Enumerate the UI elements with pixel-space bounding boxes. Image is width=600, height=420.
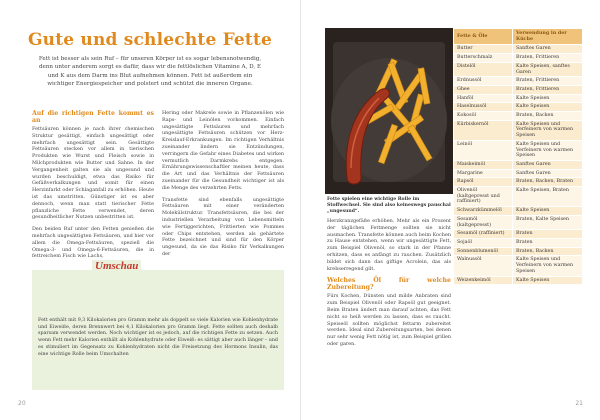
table-row [454,238,583,247]
fat-cell: Sesamöl (raffiniert) [454,230,513,239]
use-cell: Kalte Speisen [513,276,583,285]
body-paragraph: Den beiden Ruf unter den Fetten genießen die mehrfach ungesättigten Fettsäuren, und hier vor allem die Omega-Fettsäuren, speziell die Omega-3- und Omega-6-Fettsäuren, die in fettreichem Fisch wie Lachs, [32,226,154,260]
use-cell: Sanftes Garen [513,169,583,178]
section-heading: Auf die richtigen Fette kommt es an [32,110,154,124]
table-row [454,247,583,256]
fat-cell: Distelöl [454,62,513,76]
info-box [32,260,284,390]
fat-cell: Maiskeimöl [454,160,513,169]
page-number: 21 [575,400,583,407]
table-row [454,54,583,63]
fat-cell: Leinöl [454,140,513,160]
use-cell: Kalte Speisen [513,103,583,112]
fat-cell: Olivenöl (kaltgepresst und raffiniert) [454,187,513,207]
section-heading: Welches Öl für welche Zubereitung? [327,277,451,292]
food-illustration [325,28,453,194]
oil-usage-table [453,28,583,285]
fat-cell: Sojaöl [454,238,513,247]
table-row [454,276,583,285]
table-row [454,120,583,140]
table-row [454,45,583,54]
body-paragraph: Fürs Kochen, Dünsten und milde Anbraten sind zum Beispiel Olivenöl oder Rapsöl gut geeignet. Beim Braten ändert man darauf achten, das Fett nicht so heiß werden zu lassen, dass es raucht. Speiseöl sollten möglichst fettarm zubereitet werden. Ideal sind Zubereitungsarten, bei denen nur sehr wenig Fett nötig ist, zum Beispiel grillen oder garen. [327,293,451,347]
use-cell: Braten, Backen, Braten [513,178,583,187]
table-row [454,215,583,229]
use-cell: Kalte Speisen und Verfeinern von warmen Speisen [513,120,583,140]
fat-cell: Weizenkeimöl [454,276,513,285]
fat-cell: Haselnussöl [454,103,513,112]
use-cell: Sanftes Garen [513,45,583,54]
table-header-row [454,29,583,45]
body-paragraph: Hering oder Makrele sowie in Pflanzenölen wie Raps- und Leinölen vorkommen. Einfach ungesättigte Fettsäuren und mehrfach ungesättigte Fettsäuren schützen vor Herz-Kreislauf-Erkrankungen. Im richtigen Verhältnis zueinander lindern sie Entzündungen, verringern die Gefahr eines Diabetes und wirken vermutlich Darmkrebs entgegen. Ernährungswissenschaftler meinen heute, dass die Art und das Verhältnis der Fettsäuren zueinander für die Gesundheit wichtiger ist als die Menge des verzehrten Fetts. [162,110,284,191]
use-cell: Kalte Speisen [513,94,583,103]
use-cell: Kalte Speisen [513,207,583,216]
use-cell: Kalte Speisen, Braten [513,187,583,207]
fat-cell: Rapsöl [454,178,513,187]
use-cell: Braten, Kalte Speisen [513,215,583,229]
page-title: Gute und schlechte Fette [27,30,273,50]
use-cell: Kalte Speisen und Verfeinern von warmen Speisen [513,140,583,160]
right-page [300,0,600,420]
table-row [454,94,583,103]
table-row [454,230,583,239]
use-cell: Braten, Backen [513,112,583,121]
table-row [454,187,583,207]
use-cell: Kalte Speisen und Verfeinern von warmen Speisen [513,256,583,276]
fat-cell: Ghee [454,85,513,94]
intro-paragraph: Fett ist besser als sein Ruf – für unseren Körper ist es sogar lebensnotwendig, denn unter anderem sorgt es dafür, dass wir die fettlöslichen Vitamine A, D, E und K aus dem Darm ins Blut aufnehmen können. Fett ist außerdem ein wichtiger Energiespeicher und polstert und schützt die inneren Organe. [38,56,262,87]
fat-cell: Butter [454,45,513,54]
use-cell: Braten, Frittieren [513,54,583,63]
fat-cell: Walnussöl [454,256,513,276]
sausage-fries-photo [325,28,453,194]
use-cell: Braten, Frittieren [513,77,583,86]
use-cell: Braten, Backen [513,247,583,256]
use-cell: Braten, Frittieren [513,85,583,94]
fat-cell: Erdnussöl [454,77,513,86]
table-body [454,45,583,285]
table-row [454,169,583,178]
body-paragraph: Herzkranzgefäße erhöhen. Mehr als ein Prozent der täglichen Fettmenge sollten sie nicht ausmachen. Transfette können auch beim Kochen zu Hause entstehen, wenn wir ungesättigte Fett, zum Beispiel Olivenöl, so stark in der Pfanne erhitzen, dass es anfängt zu rauchen. Zusätzlich bildet sich dann das giftige Acrolein, das als krebserregend gilt. [327,218,451,272]
text-column-2 [162,110,284,263]
use-cell: Kalte Speisen, sanftes Garen [513,62,583,76]
page-number: 20 [18,400,26,407]
table-row [454,207,583,216]
table-row [454,62,583,76]
table-row [454,140,583,160]
table-row [454,256,583,276]
text-column-1 [32,110,154,265]
photo-caption: Fette spielen eine wichtige Rolle im Stoffwechsel. Sie sind also keineswegs pauschal „ungesund“. [327,197,451,214]
fat-cell: Schwarzkümmelöl [454,207,513,216]
table-row [454,112,583,121]
umschau-logo: Umschau [92,260,141,272]
right-text-column [327,218,451,353]
use-cell: Braten [513,238,583,247]
column-header-fat: Fette & Öle [454,29,513,45]
fat-cell: Sesamöl (kaltgepresst) [454,215,513,229]
use-cell: Braten [513,230,583,239]
fat-cell: Kokosöl [454,112,513,121]
info-box-text: Fett enthält mit 9,3 Kilokalorien pro Gramm mehr als doppelt so viele Kalorien wie Kohlenhydrate und Eiweiße, deren Brennwert bei 4,1 Kilokalorien pro Gramm liegt. Fette sollten auch deshalb sparsam verwendet werden. Noch wichtiger ist es jedoch, auf die richtigen Fette zu setzen. Auch wenn Fett mehr Kalorien enthält als Kohlenhydrate oder Eiweiß: es sättigt aber auch länger – und es stimuliert im Gegensatz zu Kohlenhydraten nicht die Freisetzung des Hormons Insulin, das eine wichtige Rolle beim Umschalten [38,318,278,357]
table-row [454,178,583,187]
table-row [454,77,583,86]
body-paragraph: Transfette sind ebenfalls ungesättigte Fettsäuren mit einer veränderten Molekülstruktur. Transfettsäuren, die bei der industriellen Verarbeitung von Lebensmitteln wie Fertiggerichten, Frittierten wie Pommes oder Chips entstehen, werden als gehärtete Fette bezeichnet und sind für den Körper ungesund, da sie das Risiko für Verkalkungen der [162,196,284,257]
column-header-use: Verwendung in der Küche [513,29,583,45]
use-cell: Sanftes Garen [513,160,583,169]
fat-cell: Margarine [454,169,513,178]
fat-cell: Hanföl [454,94,513,103]
fat-cell: Kürbiskernöl [454,120,513,140]
fat-cell: Butterschmalz [454,54,513,63]
table-row [454,103,583,112]
body-paragraph: Fettsäuren können je nach ihrer chemischen Struktur gesättigt, einfach ungesättigt oder mehrfach ungesättigt sein. Gesättigte Fettsäuren stecken vor allem in tierischen Produkten wie Wurst und Fleisch sowie in Milchprodukten wie Butter und Sahne. In der Vergangenheit galten sie als ungesund und wurden beschuldigt, etwa das Risiko für Gefäßverkalkungen und somit für einen Herzinfarkt oder Schlaganfall zu erhöhen. Heute ist das umstritten. Günstiger ist es aber dennoch, wenn man statt tierischer Fette pflanzliche Fette verwendet, deren gesundheitlicher Nutzen unbestritten ist. [32,126,154,221]
table-row [454,85,583,94]
fat-cell: Sonnenblumenöl [454,247,513,256]
table-row [454,160,583,169]
